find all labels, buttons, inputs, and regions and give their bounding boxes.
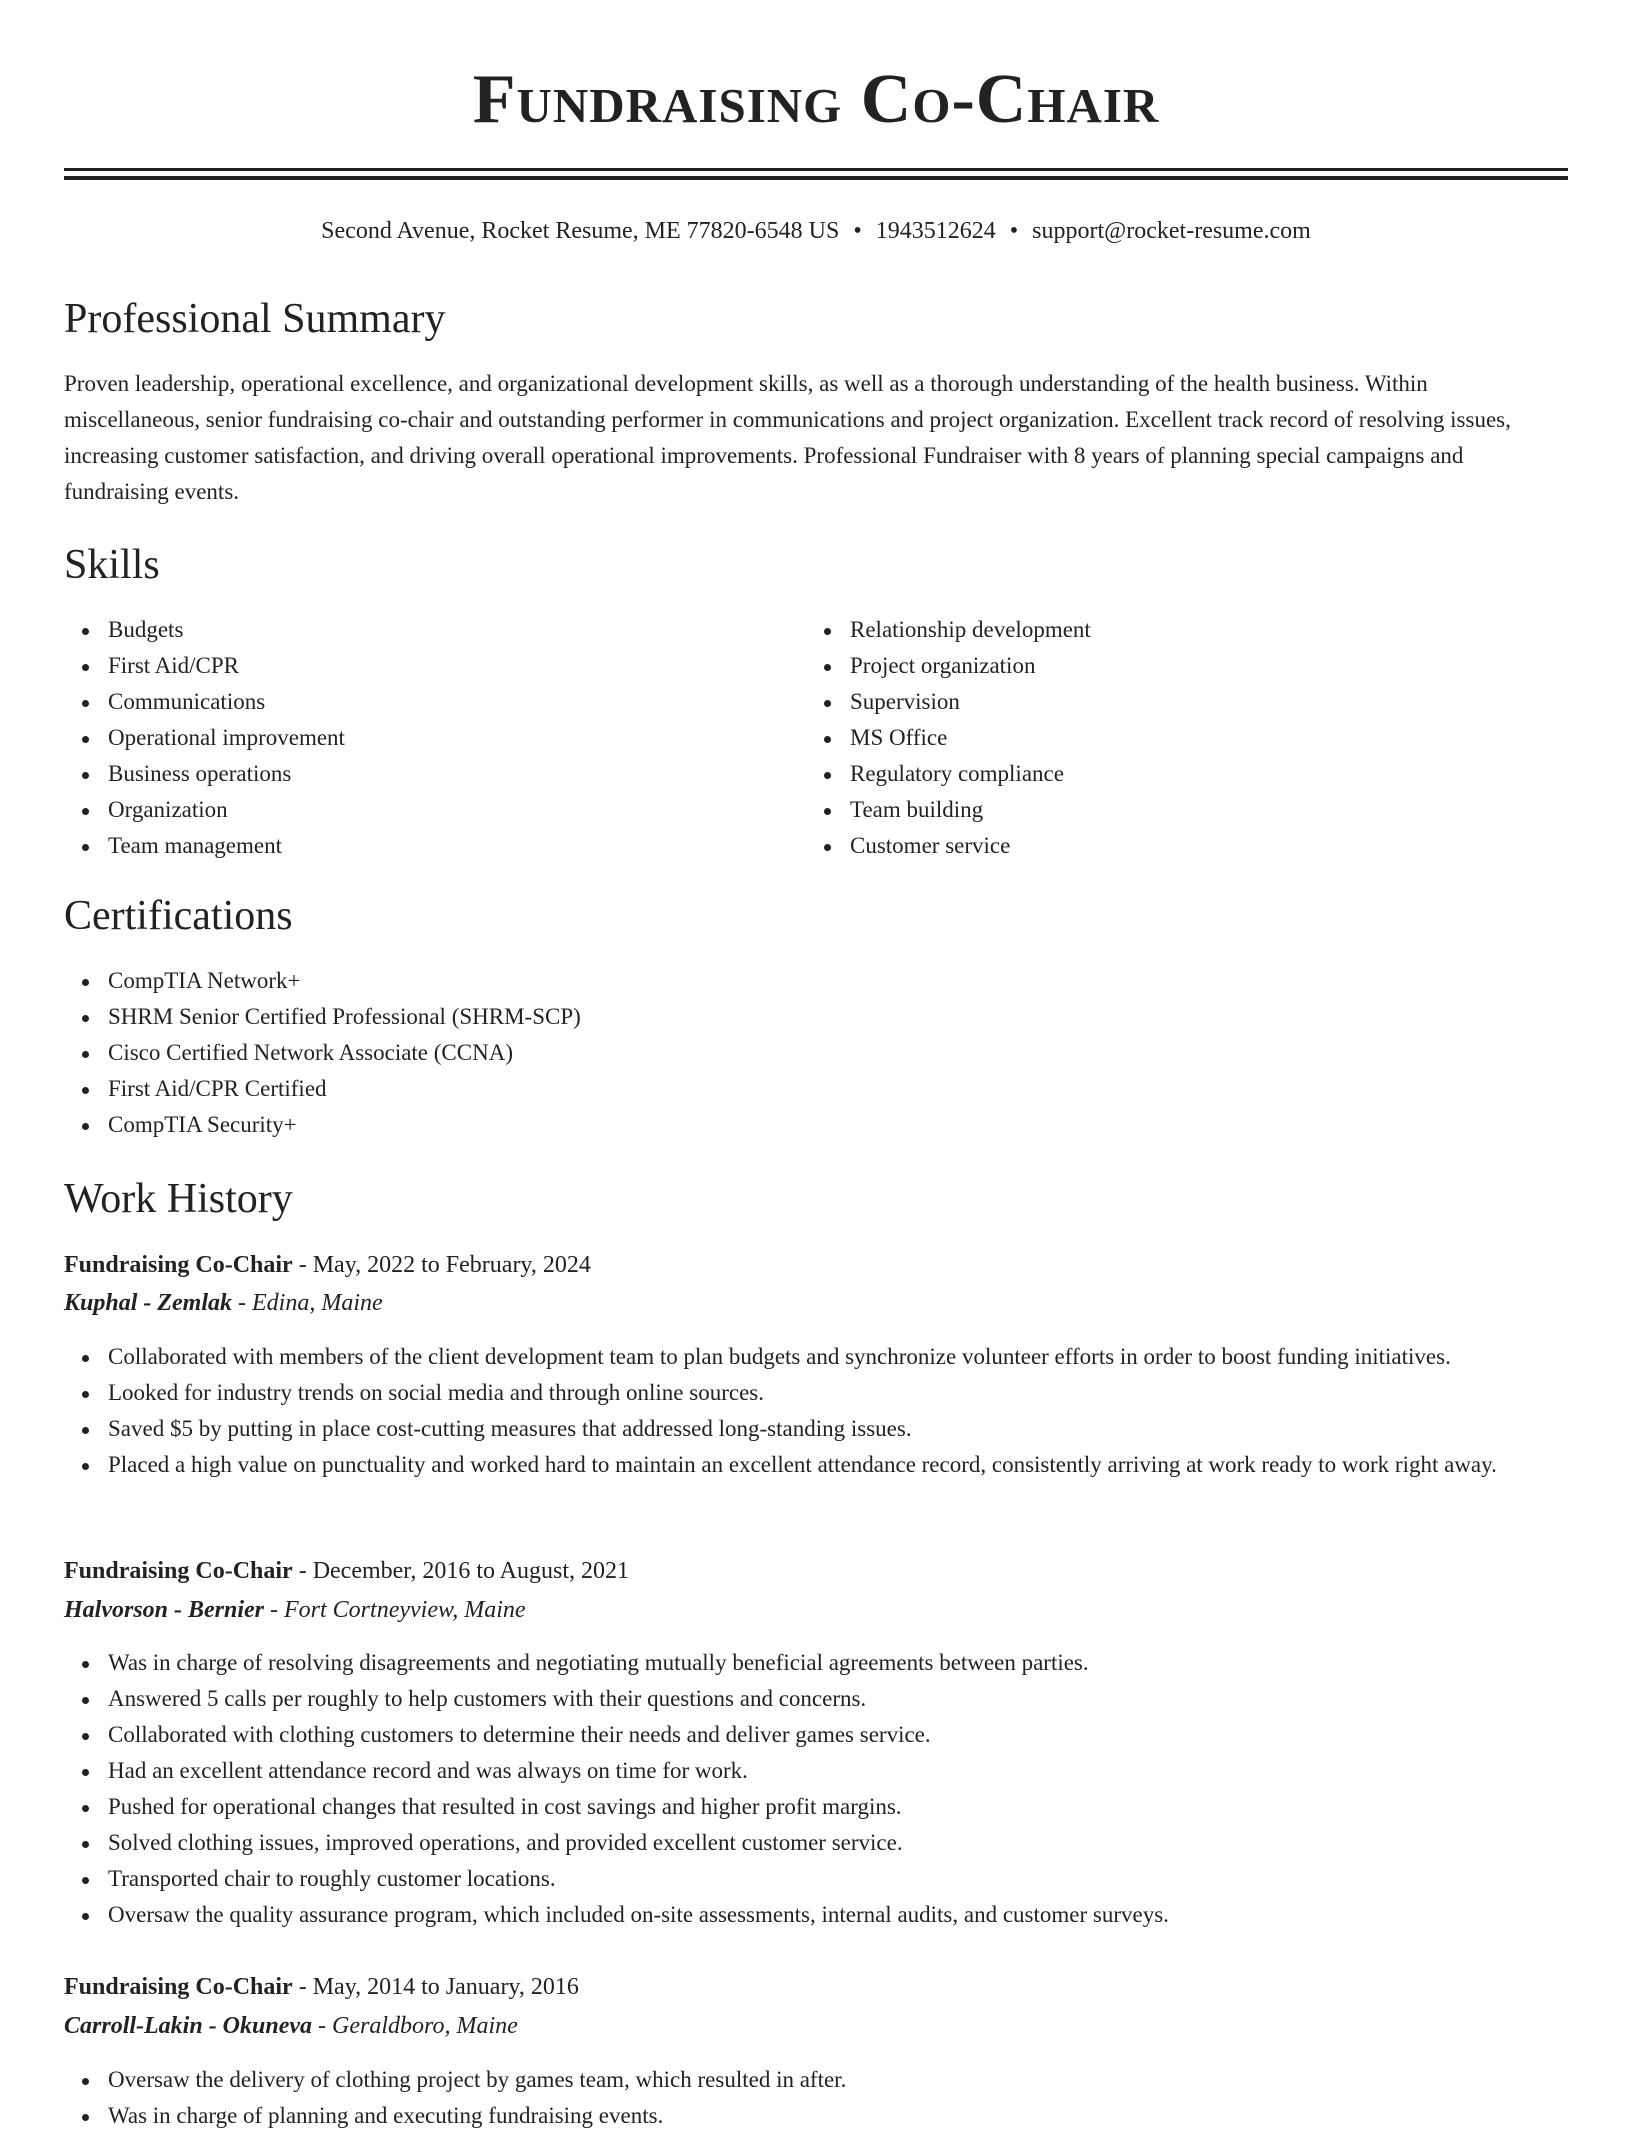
job-bullet: Transported chair to roughly customer locations. xyxy=(64,1861,1568,1897)
work-history-heading: Work History xyxy=(64,1176,293,1222)
job-bullet: Pushed for operational changes that resulted in cost savings and higher profit margins. xyxy=(64,1789,1568,1825)
job-location: - Geraldboro, Maine xyxy=(312,2013,518,2039)
skill-item: Budgets xyxy=(64,612,804,648)
skill-item: Customer service xyxy=(806,828,1566,864)
summary-text: Proven leadership, operational excellence, and organizational development skills, as well as a thorough understanding of the health business. Within miscellaneous, senior fundraising co-chair and outstanding performer in communications and project organization. Excellent track record of resolving issues, increasing customer satisfaction, and driving overall operational improvements. Professional Fundraiser with 8 years of planning special campaigns and fundraising events. xyxy=(64,371,1511,504)
contact-address: Second Avenue, Rocket Resume, ME 77820-6548 US xyxy=(321,218,840,244)
job-dates: - December, 2016 to August, 2021 xyxy=(292,1558,630,1584)
contact-email: support@rocket-resume.com xyxy=(1032,218,1311,244)
header-rule-thin xyxy=(64,168,1568,171)
certification-item: SHRM Senior Certified Professional (SHRM-SCP) xyxy=(64,999,1568,1035)
job-bullet: Placed a high value on punctuality and worked hard to maintain an excellent attendance record, consistently arriving at work ready to work right away. xyxy=(64,1447,1568,1483)
certification-item: First Aid/CPR Certified xyxy=(64,1071,1568,1107)
job-dates: - May, 2022 to February, 2024 xyxy=(292,1252,591,1278)
job-bullets xyxy=(64,2062,1568,2134)
skill-item: Business operations xyxy=(64,756,804,792)
skills-list-right xyxy=(806,612,1566,864)
job-location: - Fort Cortneyview, Maine xyxy=(264,1597,526,1623)
job-role: Fundraising Co-Chair xyxy=(64,1558,293,1584)
job-company-line xyxy=(64,1593,526,1627)
skill-item: Team building xyxy=(806,792,1566,828)
job-role: Fundraising Co-Chair xyxy=(64,1974,293,2000)
certifications-heading: Certifications xyxy=(64,893,293,939)
skill-item: Project organization xyxy=(806,648,1566,684)
certifications-list xyxy=(64,963,1568,1143)
job-title-line xyxy=(64,1248,591,1282)
contact-line xyxy=(64,215,1568,247)
job-title-line xyxy=(64,1970,579,2004)
skill-item: Relationship development xyxy=(806,612,1566,648)
skill-item: Organization xyxy=(64,792,804,828)
skill-item: First Aid/CPR xyxy=(64,648,804,684)
certification-item: CompTIA Network+ xyxy=(64,963,1568,999)
job-bullet: Collaborated with members of the client development team to plan budgets and synchronize volunteer efforts in order to boost funding initiatives. xyxy=(64,1339,1568,1375)
skill-item: Operational improvement xyxy=(64,720,804,756)
job-bullet: Was in charge of planning and executing fundraising events. xyxy=(64,2098,1568,2134)
job-bullet: Answered 5 calls per roughly to help customers with their questions and concerns. xyxy=(64,1681,1568,1717)
job-role: Fundraising Co-Chair xyxy=(64,1252,293,1278)
job-company: Halvorson - Bernier xyxy=(64,1597,265,1623)
header-rule-thick xyxy=(64,176,1568,180)
resume-page xyxy=(64,0,1568,2128)
job-company-line xyxy=(64,1286,383,1320)
job-bullets xyxy=(64,1645,1568,1933)
job-company: Kuphal - Zemlak xyxy=(64,1290,233,1316)
job-company-line xyxy=(64,2009,518,2043)
job-bullet: Solved clothing issues, improved operations, and provided excellent customer service. xyxy=(64,1825,1568,1861)
contact-separator: • xyxy=(1009,218,1019,244)
job-bullet: Was in charge of resolving disagreements and negotiating mutually beneficial agreements between parties. xyxy=(64,1645,1568,1681)
skill-item: Regulatory compliance xyxy=(806,756,1566,792)
job-bullet: Collaborated with clothing customers to determine their needs and deliver games service. xyxy=(64,1717,1568,1753)
job-bullet: Saved $5 by putting in place cost-cutting measures that addressed long-standing issues. xyxy=(64,1411,1568,1447)
resume-name: Fundraising Co-Chair xyxy=(472,61,1160,138)
job-location: - Edina, Maine xyxy=(232,1290,383,1316)
skill-item: Communications xyxy=(64,684,804,720)
skills-heading: Skills xyxy=(64,542,160,588)
skill-item: MS Office xyxy=(806,720,1566,756)
certification-item: CompTIA Security+ xyxy=(64,1107,1568,1143)
job-dates: - May, 2014 to January, 2016 xyxy=(292,1974,579,2000)
job-bullets xyxy=(64,1339,1568,1483)
certification-item: Cisco Certified Network Associate (CCNA) xyxy=(64,1035,1568,1071)
job-title-line xyxy=(64,1554,629,1588)
job-bullet: Oversaw the delivery of clothing project by games team, which resulted in after. xyxy=(64,2062,1568,2098)
job-bullet: Oversaw the quality assurance program, which included on-site assessments, internal audits, and customer surveys. xyxy=(64,1897,1568,1933)
contact-separator: • xyxy=(853,218,862,244)
job-bullet: Looked for industry trends on social media and through online sources. xyxy=(64,1375,1568,1411)
summary-heading: Professional Summary xyxy=(64,296,446,342)
skill-item: Supervision xyxy=(806,684,1566,720)
job-bullet: Had an excellent attendance record and was always on time for work. xyxy=(64,1753,1568,1789)
skill-item: Team management xyxy=(64,828,804,864)
skills-list-left xyxy=(64,612,804,864)
job-company: Carroll-Lakin - Okuneva xyxy=(64,2013,313,2039)
contact-phone: 1943512624 xyxy=(875,218,996,244)
